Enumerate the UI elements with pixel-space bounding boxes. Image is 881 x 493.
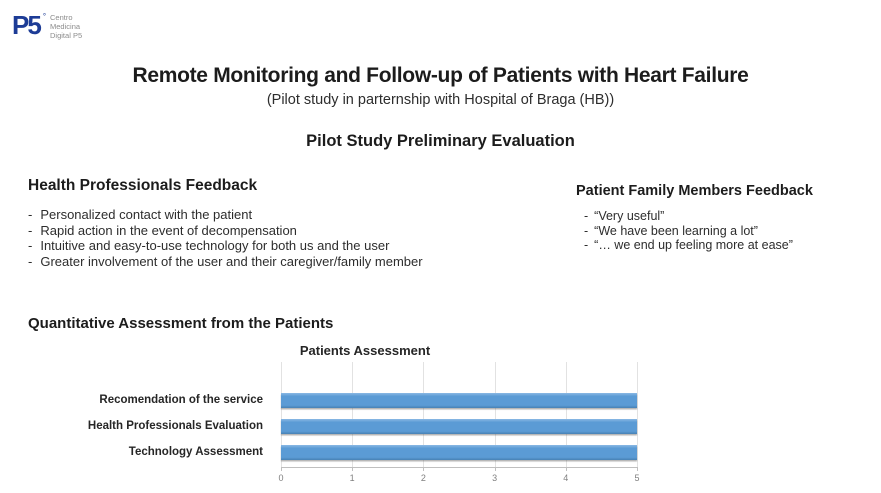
category-label: Recomendation of the service bbox=[99, 394, 263, 406]
logo-trademark-dot: ° bbox=[42, 12, 47, 21]
list-item bbox=[584, 238, 871, 253]
x-tick-label: 1 bbox=[349, 473, 355, 483]
chart-bar bbox=[281, 445, 637, 460]
list-item-text: “Very useful” bbox=[594, 209, 665, 223]
patient-family-feedback-panel bbox=[576, 183, 871, 253]
chart-plot bbox=[281, 362, 637, 468]
p5-logo-icon: P5 bbox=[12, 10, 40, 40]
page-title: Remote Monitoring and Follow-up of Patients with Heart Failure bbox=[132, 64, 749, 87]
left-panel-list bbox=[28, 207, 498, 269]
logo-name bbox=[50, 13, 82, 40]
chart-bar bbox=[281, 393, 637, 408]
logo-name-line: Medicina bbox=[50, 22, 81, 31]
section-heading: Pilot Study Preliminary Evaluation bbox=[306, 132, 575, 150]
patients-assessment-chart bbox=[70, 338, 660, 490]
quantitative-heading: Quantitative Assessment from the Patients bbox=[28, 315, 334, 332]
category-label: Health Professionals Evaluation bbox=[87, 420, 263, 432]
bullet-dash: - bbox=[584, 223, 589, 238]
logo-name-line: Digital P5 bbox=[50, 31, 83, 40]
health-professionals-feedback-panel bbox=[28, 177, 498, 269]
list-item-text: “We have been learning a lot” bbox=[594, 223, 758, 238]
bullet-dash: - bbox=[584, 209, 589, 223]
logo-name-line: Centro bbox=[50, 13, 73, 22]
page-subtitle: (Pilot study in parternship with Hospital of Braga (HB)) bbox=[266, 92, 615, 108]
list-item bbox=[584, 209, 871, 224]
x-tick-label: 0 bbox=[278, 473, 284, 483]
list-item-text: “… we end up feeling more at ease” bbox=[594, 238, 793, 252]
bullet-dash: - bbox=[28, 253, 33, 269]
x-tick-label: 4 bbox=[563, 473, 569, 483]
bullet-dash: - bbox=[28, 207, 33, 222]
bullet-dash: - bbox=[28, 222, 33, 238]
list-item bbox=[28, 238, 498, 254]
bullet-dash: - bbox=[584, 238, 589, 252]
list-item-text: Greater involvement of the user and their caregiver/family member bbox=[40, 253, 423, 269]
axis-tick bbox=[637, 467, 638, 471]
left-panel-heading: Health Professionals Feedback bbox=[28, 177, 258, 194]
x-tick-label: 3 bbox=[492, 473, 498, 483]
chart-bar bbox=[281, 419, 637, 434]
gridline bbox=[637, 362, 638, 467]
list-item bbox=[28, 223, 498, 239]
list-item-text: Rapid action in the event of decompensation bbox=[40, 222, 297, 238]
list-item-text: Personalized contact with the patient bbox=[40, 207, 253, 222]
x-axis-labels bbox=[278, 473, 640, 485]
axis-tick bbox=[423, 467, 424, 471]
p5-logo bbox=[12, 10, 82, 40]
list-item bbox=[28, 207, 498, 223]
bullet-dash: - bbox=[28, 238, 33, 253]
list-item bbox=[28, 254, 498, 270]
axis-tick bbox=[352, 467, 353, 471]
x-tick-label: 5 bbox=[634, 473, 640, 483]
list-item-text: Intuitive and easy-to-use technology for both us and the user bbox=[40, 238, 390, 253]
list-item bbox=[584, 224, 871, 239]
chart-title: Patients Assessment bbox=[299, 343, 431, 358]
axis-tick bbox=[281, 467, 282, 471]
category-label: Technology Assessment bbox=[128, 446, 263, 458]
axis-tick bbox=[495, 467, 496, 471]
x-tick-label: 2 bbox=[420, 473, 426, 483]
axis-tick bbox=[566, 467, 567, 471]
right-panel-list bbox=[576, 209, 871, 253]
chart-category-labels bbox=[70, 362, 263, 468]
right-panel-heading: Patient Family Members Feedback bbox=[576, 183, 813, 199]
